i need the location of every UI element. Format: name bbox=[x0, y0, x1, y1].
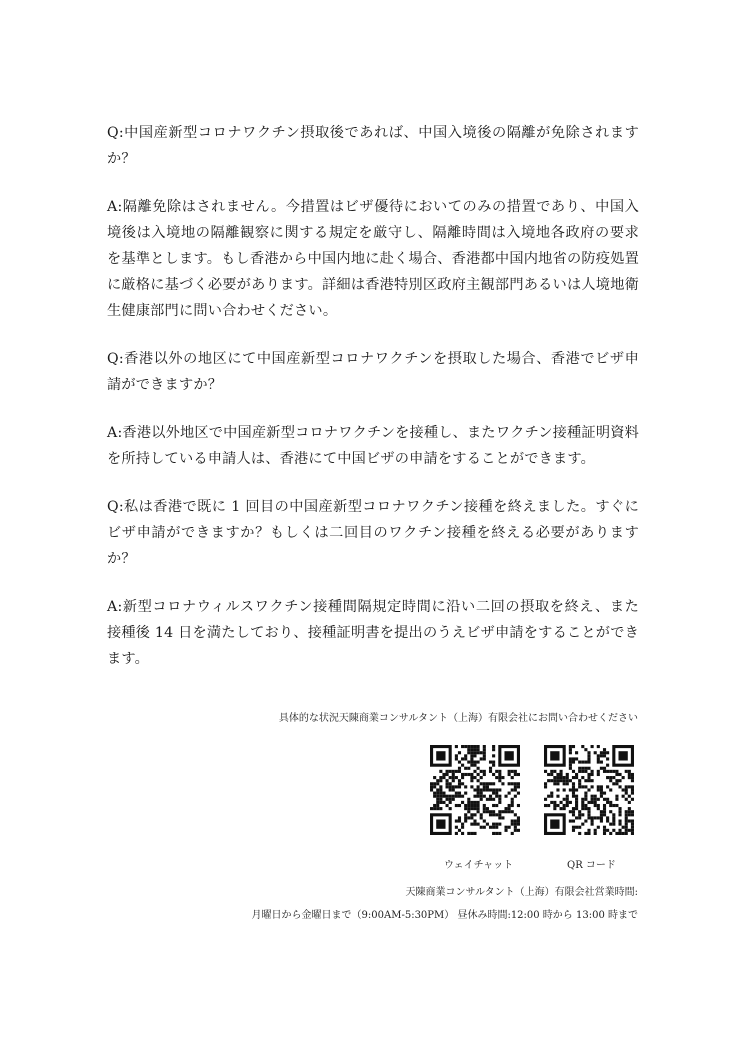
faq-answer-1: A:隔離免除はされません。今措置はビザ優待においてのみの措置であり、中国入境後は入境地の隔離観察に関する規定を厳守し、隔離時間は入境地各政府の要求を基準とします。もし香港から中国内地に赴く場合、香港都中国内地省の防疫処置に厳格に基づく必要があります。詳細は香港特別区政府主観部門あるいは人境地衛生健康部門に問い合わせください。 bbox=[107, 199, 639, 319]
qr-code-row bbox=[430, 745, 640, 837]
faq-question-3: Q:私は香港で既に 1 回目の中国産新型コロナワクチン接種を終えました。すぐにビザ申請ができますか？もしくは二回目のワクチン接種を終える必要がありますか？ bbox=[107, 499, 639, 567]
business-hours-title: 天陳商業コンサルタント（上海）有限会社営業時間: bbox=[405, 887, 638, 898]
faq-answer-3: A:新型コロナウィルスワクチン接種間隔規定時間に沿い二回の摂取を終え、また接種後 14 日を満たしており、接種証明書を提出のうえビザ申請をすることができます。 bbox=[107, 599, 639, 667]
faq-question-1: Q:中国産新型コロナワクチン摂取後であれば、中国入境後の隔離が免除されますか？ bbox=[107, 125, 639, 167]
business-hours-detail: 月曜日から金曜日まで（9:00AM-5:30PM） 昼休み時間:12:00 時から 13:00 時まで bbox=[251, 910, 638, 921]
faq-question-2: Q:香港以外の地区にて中国産新型コロナワクチンを摂取した場合、香港でビザ申請ができますか？ bbox=[107, 351, 639, 393]
wechat-label: ウェイチャット bbox=[444, 860, 514, 871]
contact-inquiry-text: 具体的な状況天陳商業コンサルタント（上海）有限会社にお問い合わせください bbox=[278, 713, 638, 724]
faq-section bbox=[107, 120, 639, 694]
faq-answer-2: A:香港以外地区で中国産新型コロナワクチンを接種し、またワクチン接種証明資料を所持している申請人は、香港にて中国ビザの申請をすることができます。 bbox=[107, 425, 639, 467]
site-qr-code-icon bbox=[544, 745, 634, 835]
qr-code-label: QR コード bbox=[567, 860, 616, 871]
wechat-qr-code-icon bbox=[430, 745, 520, 835]
